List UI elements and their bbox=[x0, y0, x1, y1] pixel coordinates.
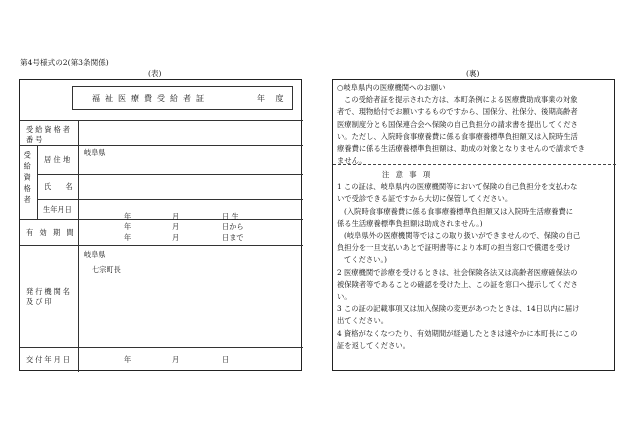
note-line: (岐阜県外の医療機関等ではこの取り扱いができませんので、保険の自己 bbox=[344, 231, 581, 241]
note-line: 2 医療機関で診療を受けるときは、社会保険各法又は高齢者医療確保法の bbox=[337, 267, 578, 277]
address-value: 岐阜県 bbox=[84, 148, 106, 157]
notes-title: 注 意 事 項 bbox=[382, 170, 433, 179]
valid-from-day: 日から bbox=[222, 222, 244, 231]
note-line: いで受診できる証ですから大切に保管してください。 bbox=[337, 194, 513, 204]
recipient-group-label: 受給資格者 bbox=[23, 151, 33, 207]
recipient-number-label: 受給資格者番号 bbox=[26, 125, 72, 144]
back-card bbox=[332, 79, 615, 371]
notice-line: この受給者証を提示された方は、本町条例による医療費助成事業の対象 bbox=[344, 95, 578, 105]
note-line: 1 この証は、岐阜県内の医療機関等において保険の自己負担分を支払わな bbox=[337, 182, 578, 192]
notes-section bbox=[337, 169, 614, 352]
valid-to-month: 月 bbox=[172, 233, 180, 242]
card-title: 福祉医療費受給者証 bbox=[92, 94, 209, 103]
address-label: 居 住 地 bbox=[44, 155, 71, 164]
issue-year: 年 bbox=[124, 355, 132, 364]
birthdate-label: 生年月日 bbox=[43, 205, 72, 214]
notice-line: ません。 bbox=[337, 156, 367, 166]
note-line: 負担分を一旦支払いあとで証明書等により本町の担当窓口で償還を受け bbox=[337, 243, 571, 253]
note-line: 3 この証の記載事項又は加入保険の変更があつたときは、14日以内に届け bbox=[337, 304, 580, 314]
birth-day: 日 生 bbox=[222, 212, 239, 221]
note-line: 係る生活療養標準負担額は助成されません。) bbox=[337, 218, 483, 228]
note-line: 被保険者等であることの確認を受けた上、この証を窓口へ提示してくださ bbox=[337, 279, 578, 289]
issue-date-label: 交付年月日 bbox=[26, 355, 72, 364]
notice-line: 者で、現物給付でお願いするものですから、国保分、社保分、後期高齢者 bbox=[337, 107, 578, 117]
section-divider bbox=[333, 164, 616, 165]
front-card bbox=[19, 79, 302, 371]
name-field bbox=[80, 176, 302, 197]
name-label: 氏 名 bbox=[44, 182, 79, 191]
valid-to-year: 年 bbox=[124, 233, 132, 242]
title-box bbox=[72, 86, 293, 110]
valid-from-month: 月 bbox=[172, 222, 180, 231]
issue-month: 月 bbox=[172, 355, 180, 364]
birth-year: 年 bbox=[124, 212, 132, 221]
note-line: (入院時食事療養費に係る食事療養標準負担額又は入院時生活療養費に bbox=[344, 206, 574, 216]
notice-line: 医療制度分とも国保連合会へ保険の自己負担分の請求書を提出してくださ bbox=[337, 119, 578, 129]
notice-line: 療養費に係る生活療養標準負担額は、助成の対象となりませんので請求でき bbox=[337, 144, 586, 154]
valid-to-day: 日まで bbox=[222, 233, 244, 242]
notice-title: ○岐阜県内の医療機関へのお願い bbox=[337, 83, 446, 92]
valid-from-year: 年 bbox=[124, 222, 132, 231]
validity-label: 有 効 期 間 bbox=[26, 228, 76, 237]
front-side-label: (表) bbox=[148, 69, 162, 78]
birth-month: 月 bbox=[172, 212, 180, 221]
form-id: 第4号様式の2(第3条関係) bbox=[20, 58, 109, 67]
year-label: 年 度 bbox=[257, 94, 288, 103]
note-line: 出てください。 bbox=[337, 316, 389, 326]
issuer-pref: 岐阜県 bbox=[84, 250, 106, 259]
note-line: 証を返してください。 bbox=[337, 340, 410, 350]
note-line: い。 bbox=[337, 292, 352, 302]
issue-day: 日 bbox=[222, 355, 230, 364]
note-line: 4 資格がなくなつたり、有効期間が経過したときは速やかに本町長にこの bbox=[337, 328, 578, 338]
note-line: てください。) bbox=[344, 255, 387, 265]
issuer-label: 発行機関名及び印 bbox=[26, 287, 72, 306]
back-side-label: (裏) bbox=[466, 69, 480, 78]
issuer-name: 七宗町長 bbox=[92, 265, 121, 274]
notice-section bbox=[337, 82, 613, 167]
notice-line: い。ただし、入院時食事療養費に係る食事療養標準負担額又は入院時生活 bbox=[337, 131, 578, 141]
